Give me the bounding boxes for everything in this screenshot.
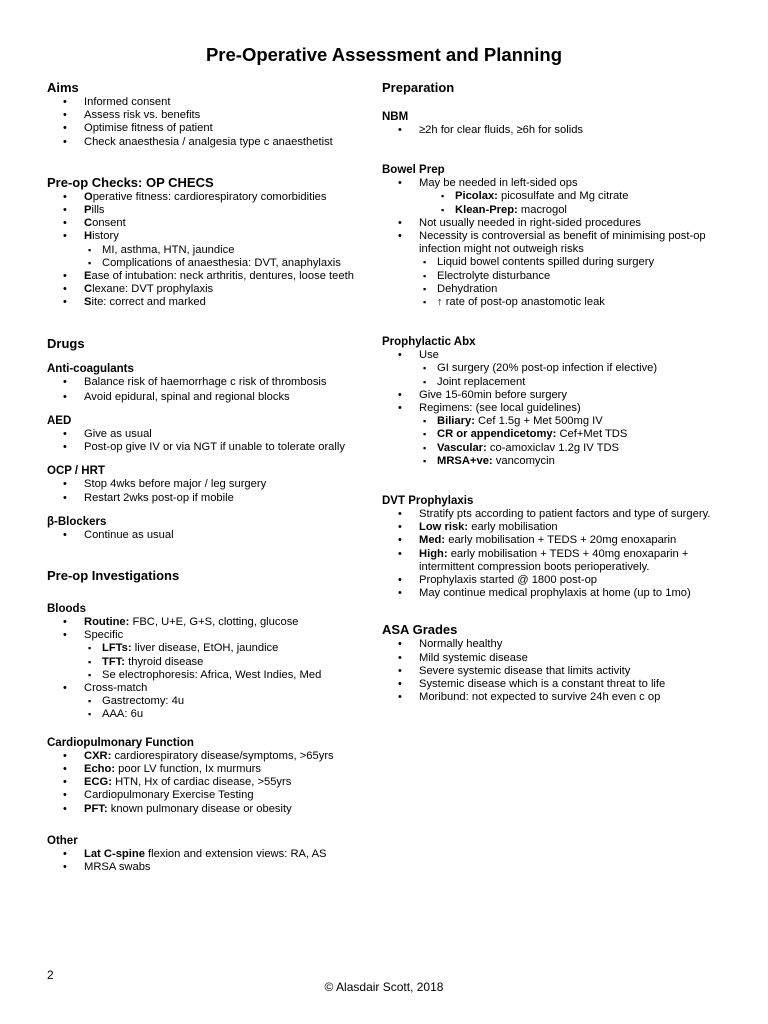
list-item: • Assess risk vs. benefits <box>47 109 367 122</box>
list-item: • May continue medical prophylaxis at home (up to 1mo) <box>382 587 712 600</box>
list-item: • Specific ▪ LFTs: liver disease, EtOH, jaundice ▪ TFT: thyroid disease ▪ Se electrophoresis: Africa, West Indies, Med <box>47 629 367 682</box>
list-item: ▪ MRSA+ve: vancomycin <box>419 455 712 468</box>
list-item: • Avoid epidural, spinal and regional blocks <box>47 391 367 404</box>
list-item: • Restart 2wks post-op if mobile <box>47 492 367 505</box>
list-item: • Mild systemic disease <box>382 652 712 665</box>
list-item: • Give as usual <box>47 428 367 441</box>
list-item: • Give 15-60min before surgery <box>382 389 712 402</box>
list-item: ▪ Biliary: Cef 1.5g + Met 500mg IV <box>419 415 712 428</box>
dvt-heading: DVT Prophylaxis <box>382 495 474 508</box>
abx-heading: Prophylactic Abx <box>382 336 476 349</box>
list-item: ▪ Klean-Prep: macrogol <box>437 204 712 217</box>
abx-regimens-sublist <box>419 415 712 468</box>
abx-list <box>382 349 712 468</box>
bowel-heading: Bowel Prep <box>382 164 445 177</box>
list-item: ▪ Gastrectomy: 4u <box>84 695 367 708</box>
dvt-list <box>382 508 712 600</box>
list-item: ▪ Se electrophoresis: Africa, West Indies, Med <box>84 669 367 682</box>
list-item: • Balance risk of haemorrhage c risk of thrombosis <box>47 376 367 389</box>
list-item: • Use ▪ GI surgery (20% post-op infection if elective) ▪ Joint replacement <box>382 349 712 389</box>
list-item: • Med: early mobilisation + TEDS + 20mg enoxaparin <box>382 534 712 547</box>
left-column <box>47 80 367 874</box>
other-heading: Other <box>47 834 78 847</box>
abx-use-sublist <box>419 362 712 388</box>
list-item: • Post-op give IV or via NGT if unable to tolerate orally <box>47 441 367 454</box>
list-item: • Continue as usual <box>47 529 367 542</box>
list-item: • Consent <box>47 217 367 230</box>
list-item: • Regimens: (see local guidelines) ▪ Biliary: Cef 1.5g + Met 500mg IV ▪ CR or appendicetomy: Cef+Met TDS ▪ Vascular: co-amoxiclav 1.2g IV TDS ▪ MRSA+ve: vancomycin <box>382 402 712 468</box>
cardio-list <box>47 750 367 816</box>
list-item: • Echo: poor LV function, Ix murmurs <box>47 763 367 776</box>
beta-list <box>47 529 367 542</box>
list-item: • Lat C-spine flexion and extension views: RA, AS <box>47 848 367 861</box>
list-item: • Operative fitness: cardiorespiratory comorbidities <box>47 191 367 204</box>
list-item: • Cardiopulmonary Exercise Testing <box>47 789 367 802</box>
asa-heading: ASA Grades <box>382 622 458 638</box>
list-item: ▪ MI, asthma, HTN, jaundice <box>84 244 367 257</box>
beta-heading: β-Blockers <box>47 515 107 528</box>
copyright-footer: © Alasdair Scott, 2018 <box>324 980 444 994</box>
crossmatch-sublist <box>84 695 367 721</box>
list-item: • MRSA swabs <box>47 861 367 874</box>
preparation-heading: Preparation <box>382 80 455 95</box>
list-item: • Cross-match ▪ Gastrectomy: 4u ▪ AAA: 6u <box>47 682 367 722</box>
list-item: ▪ Joint replacement <box>419 376 712 389</box>
specific-sublist <box>84 642 367 682</box>
list-item: • Ease of intubation: neck arthritis, dentures, loose teeth <box>47 270 367 283</box>
aims-heading: Aims <box>47 80 79 95</box>
history-sublist <box>84 244 367 270</box>
list-item: ▪ ↑ rate of post-op anastomotic leak <box>419 296 712 309</box>
bloods-list <box>47 616 367 722</box>
page-number: 2 <box>47 968 54 982</box>
list-item: ▪ Vascular: co-amoxiclav 1.2g IV TDS <box>419 442 712 455</box>
list-item: • Moribund: not expected to survive 24h even c op <box>382 691 712 704</box>
list-item: • Stratify pts according to patient factors and type of surgery. <box>382 508 712 521</box>
page-title: Pre-Operative Assessment and Planning <box>205 44 563 65</box>
right-column <box>382 80 712 705</box>
aims-list <box>47 96 367 149</box>
list-item: • ≥2h for clear fluids, ≥6h for solids <box>382 124 712 137</box>
list-item: • Low risk: early mobilisation <box>382 521 712 534</box>
list-item: • Informed consent <box>47 96 367 109</box>
list-item: • Normally healthy <box>382 638 712 651</box>
ocp-heading: OCP / HRT <box>47 465 105 478</box>
list-item: ▪ Liquid bowel contents spilled during surgery <box>419 256 712 269</box>
list-item: • Clexane: DVT prophylaxis <box>47 283 367 296</box>
drugs-heading: Drugs <box>47 335 85 351</box>
asa-list <box>382 638 712 704</box>
bloods-heading: Bloods <box>47 603 86 616</box>
bowel-agents-sublist <box>437 190 712 216</box>
list-item: • Necessity is controversial as benefit of minimising post-op infection might not outweigh risks ▪ Liquid bowel contents spilled during surgery ▪ Electrolyte disturbance ▪ Dehydration ▪ ↑ rate of post-op anastomotic leak <box>382 230 712 309</box>
checks-heading: Pre-op Checks: OP CHECS <box>47 174 214 190</box>
list-item: • Site: correct and marked <box>47 296 367 309</box>
list-item: • CXR: cardiorespiratory disease/symptoms, >65yrs <box>47 750 367 763</box>
bowel-risks-sublist <box>419 256 712 309</box>
investigations-heading: Pre-op Investigations <box>47 568 180 584</box>
list-item: • Optimise fitness of patient <box>47 122 367 135</box>
anticoag-heading: Anti-coagulants <box>47 362 134 375</box>
aed-heading: AED <box>47 415 72 428</box>
list-item: • Routine: FBC, U+E, G+S, clotting, glucose <box>47 616 367 629</box>
anticoag-list <box>47 376 367 404</box>
list-item: ▪ Complications of anaesthesia: DVT, anaphylaxis <box>84 257 367 270</box>
list-item: ▪ CR or appendicetomy: Cef+Met TDS <box>419 428 712 441</box>
list-item: • Systemic disease which is a constant threat to life <box>382 678 712 691</box>
checks-list <box>47 191 367 310</box>
list-item: • Severe systemic disease that limits activity <box>382 665 712 678</box>
list-item: ▪ TFT: thyroid disease <box>84 656 367 669</box>
list-item: ▪ Dehydration <box>419 283 712 296</box>
list-item: • High: early mobilisation + TEDS + 40mg enoxaparin + intermittent compression boots perioperatively. <box>382 548 712 574</box>
list-item: • History ▪ MI, asthma, HTN, jaundice ▪ Complications of anaesthesia: DVT, anaphylaxis <box>47 230 367 270</box>
nbm-heading: NBM <box>382 111 409 123</box>
list-item: • PFT: known pulmonary disease or obesity <box>47 803 367 816</box>
list-item: ▪ Electrolyte disturbance <box>419 270 712 283</box>
list-item: • May be needed in left-sided ops ▪ Picolax: picosulfate and Mg citrate ▪ Klean-Prep: macrogol <box>382 177 712 217</box>
aed-list <box>47 428 367 454</box>
other-list <box>47 848 367 874</box>
list-item: • Stop 4wks before major / leg surgery <box>47 478 367 491</box>
nbm-list <box>382 124 712 137</box>
list-item: ▪ Picolax: picosulfate and Mg citrate <box>437 190 712 203</box>
list-item: ▪ AAA: 6u <box>84 708 367 721</box>
cardio-heading: Cardiopulmonary Function <box>47 736 194 749</box>
list-item: ▪ LFTs: liver disease, EtOH, jaundice <box>84 642 367 655</box>
list-item: • Check anaesthesia / analgesia type c anaesthetist <box>47 136 367 149</box>
list-item: ▪ GI surgery (20% post-op infection if elective) <box>419 362 712 375</box>
list-item: • Prophylaxis started @ 1800 post-op <box>382 574 712 587</box>
list-item: • Pills <box>47 204 367 217</box>
bowel-list <box>382 177 712 309</box>
list-item: • Not usually needed in right-sided procedures <box>382 217 712 230</box>
list-item: • ECG: HTN, Hx of cardiac disease, >55yrs <box>47 776 367 789</box>
ocp-list <box>47 478 367 504</box>
